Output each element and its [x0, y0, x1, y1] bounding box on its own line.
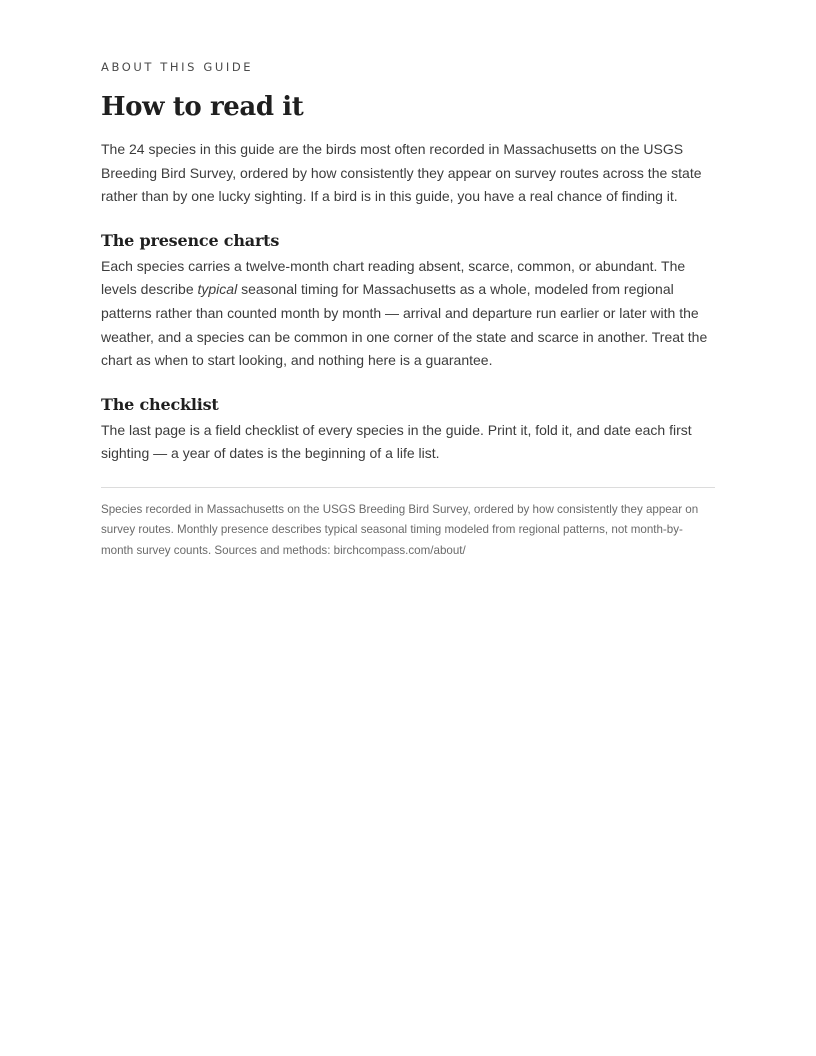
presence-charts-text-end: seasonal timing for Massachusetts as a whole, modeled from regional patterns rather than counted month by month — arrival and departure run earlier or later with the weather, and a species can be common in one corner of the state and scarce in another. Treat the chart as when to start looking, and nothing here is a guarantee. — [101, 281, 708, 369]
intro-paragraph: The 24 species in this guide are the birds most often recorded in Massachusetts on the USGS Breeding Bird Survey, ordered by how consistently they appear on survey routes across the state rather than by one lucky sighting. If a bird is in this guide, you have a real chance of finding it. — [101, 141, 702, 205]
sources-footnote: Species recorded in Massachusetts on the USGS Breeding Bird Survey, ordered by how consistently they appear on survey routes. Monthly presence describes typical seasonal timing modeled from regional patterns, not month-by-month survey counts. Sources and methods: birchcompass.com/about/ — [101, 502, 699, 557]
presence-charts-emphasis: typical — [197, 281, 238, 298]
checklist-paragraph: The last page is a field checklist of every species in the guide. Print it, fold it, and date each first sighting — a year of dates is the beginning of a life list. — [101, 421, 692, 462]
presence-charts-text-start: Each species carries a twelve-month chart reading absent, scarce, common, or abundant. The levels describe — [101, 257, 686, 298]
presence-charts-heading: The presence charts — [101, 230, 280, 250]
section-eyebrow: ABOUT THIS GUIDE — [101, 60, 254, 74]
guide-page — [101, 58, 715, 561]
checklist-heading: The checklist — [101, 394, 219, 414]
presence-charts-paragraph — [101, 255, 715, 373]
page-title: How to read it — [101, 92, 304, 122]
footnote-divider — [101, 487, 715, 488]
